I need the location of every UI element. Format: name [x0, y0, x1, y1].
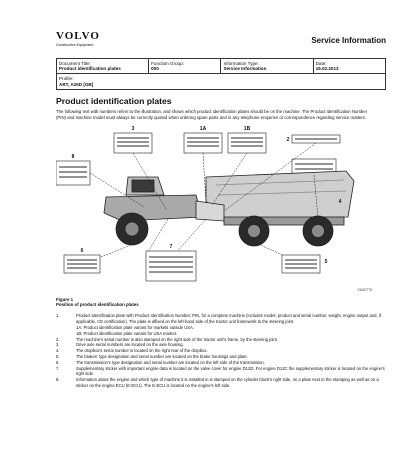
list-item-text: The machine's serial number is also stamped on the right side of the tractor unit's frame, by the steering joint.: [76, 336, 278, 342]
hauler-illustration: [56, 125, 386, 295]
list-item-number: 6.: [56, 359, 60, 365]
date-value: 19.02.2013: [315, 66, 339, 72]
figure-caption-text: Position of product identification plates: [56, 302, 139, 308]
plate-1b: [228, 133, 266, 153]
list-item-number: 5.: [56, 353, 60, 359]
intro-paragraph: The following text with numbers refers to the illustration, and shows which product identification plates should be on the machine. The Product Identification Number (PIN) and machine model must always be correctly quoted when ordering spare parts and in any telephone enquiries or correspondence regarding service matters.: [56, 108, 368, 120]
profile-cell: [57, 74, 386, 89]
info-type-value: Service Information: [223, 66, 267, 72]
plate-8-left: [56, 161, 90, 185]
callout-1a: 1A: [199, 125, 207, 132]
list-item-number: 8.: [56, 377, 60, 383]
articulated-hauler-drawing: [104, 171, 354, 246]
info-type-label: Information Type:: [223, 60, 259, 66]
plate-5: [282, 255, 320, 273]
date-cell: [313, 59, 385, 74]
list-item-text: Product identification plate with Product Identification Number, PIN, for a complete machine (includes model, product and serial number, weight, engine output and, if applicable, CE certification). The plate is affixed on the left-hand side of the tractor unit framework to the steering joint.: [76, 313, 381, 325]
list-item-number: 3.: [56, 342, 60, 348]
list-item-text: The transmission's type designation and serial number are located on the left side of the transmission.: [76, 359, 265, 365]
plate-7: [146, 251, 196, 281]
list-item: [56, 377, 386, 389]
identification-plates-figure: [56, 125, 386, 295]
profile-value: ART, A25D [GB]: [59, 81, 94, 87]
callout-2: 2: [286, 136, 290, 143]
list-item-text: Drive axle serial numbers are located on the axle housing.: [76, 342, 184, 348]
list-item-text: Information about the engine and which type of machine it is installed in is stamped on the cylinder block's right side, on a plate next to the stamping as well as on a sticker on the engine ECU (E-ECU). The E-ECU is located on the engine's left side.: [76, 377, 379, 388]
list-item-text: 1A: Product identification plate variant for markets outside USA.: [76, 325, 195, 330]
function-group-label: Function Group:: [151, 60, 185, 66]
plate-3-top: [114, 133, 152, 153]
profile-label: Profile:: [59, 75, 74, 81]
callout-4: 4: [338, 198, 342, 205]
callout-5: 5: [324, 258, 328, 265]
brand-name: VOLVO: [56, 30, 100, 42]
page-title: Product identification plates: [56, 95, 172, 106]
list-item-text: The brakes' type designation and serial number are located on the brake housings and plate.: [76, 353, 248, 359]
function-group-cell: [149, 59, 221, 74]
figure-code: V1067775: [357, 287, 372, 292]
info-type-cell: [221, 59, 313, 74]
list-item: [56, 313, 386, 325]
list-item-text: 1B: Product identification plate variant for USA market.: [76, 330, 178, 336]
figure-caption-label: Figure 1: [56, 296, 74, 302]
list-item-number: 4.: [56, 348, 60, 354]
list-item-text: Supplementary sticker with important engine data is located on the valve cover for engine D12D. For engine D12C the supplementary sticker is located on the engine's right side.: [76, 365, 385, 377]
list-item-text: The dropbox's serial number is located on the right rear of the dropbox.: [76, 348, 208, 354]
service-information-title: Service Information: [311, 36, 386, 45]
list-item-number: 7.: [56, 365, 60, 371]
callout-8: 8: [71, 153, 75, 160]
document-header: [56, 30, 386, 54]
plate-6: [64, 255, 100, 273]
notes-list: [56, 313, 386, 388]
figure-caption: [56, 297, 386, 309]
service-document: [56, 30, 386, 389]
doc-title-value: Product identification plates: [59, 66, 121, 72]
callout-1b: 1B: [243, 125, 251, 132]
document-meta-table: [56, 58, 386, 90]
list-item: [56, 366, 386, 378]
list-item-number: 1.: [56, 313, 60, 319]
function-group-value: 000: [151, 66, 159, 72]
callout-7: 7: [169, 243, 173, 250]
doc-title-label: Document Title:: [59, 60, 91, 66]
callout-6: 6: [80, 247, 84, 254]
callout-3: 3: [131, 125, 135, 132]
plate-1a: [184, 133, 222, 153]
brand-subtitle: Construction Equipment: [56, 43, 94, 47]
date-label: Date:: [315, 60, 327, 66]
plate-2-stamp: [292, 135, 340, 143]
list-item-number: 2.: [56, 336, 60, 342]
doc-title-cell: [57, 59, 149, 74]
